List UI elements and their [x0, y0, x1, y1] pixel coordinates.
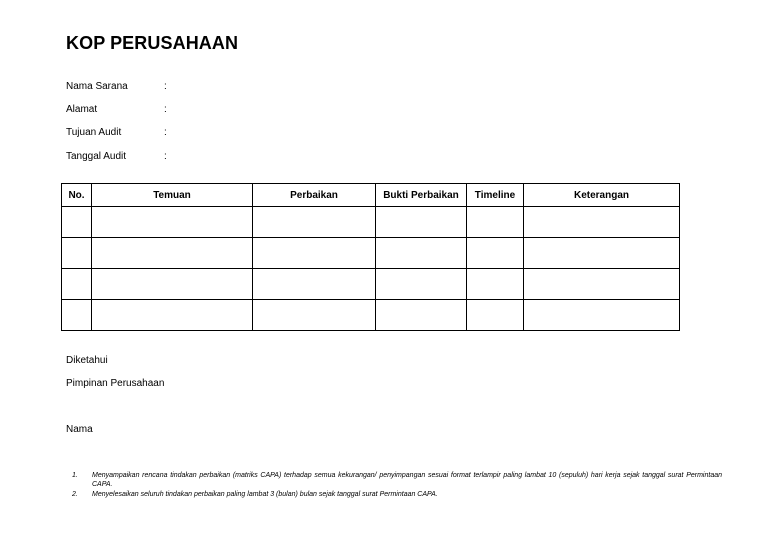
table-cell	[376, 238, 467, 269]
table-row	[62, 269, 680, 300]
field-colon: :	[164, 151, 167, 162]
table-cell	[467, 207, 524, 238]
table-cell	[92, 269, 253, 300]
table-cell	[62, 207, 92, 238]
table-cell	[253, 300, 376, 331]
table-cell	[376, 300, 467, 331]
table-cell	[524, 300, 680, 331]
header-no: No.	[62, 184, 92, 207]
document-title: KOP PERUSAHAAN	[66, 33, 239, 53]
header-keterangan: Keterangan	[524, 184, 680, 207]
note-number: 2.	[72, 491, 78, 498]
table-row	[62, 238, 680, 269]
field-label: Tujuan Audit	[66, 127, 122, 138]
table-cell	[467, 269, 524, 300]
table-cell	[253, 269, 376, 300]
table-cell	[253, 207, 376, 238]
field-tanggal-audit	[66, 150, 167, 164]
note-text: Menyampaikan rencana tindakan perbaikan (matriks CAPA) terhadap semua kekurangan/ penyimpangan sesuai format terlampir paling lambat 10 (sepuluh) hari kerja sejak tanggal surat Permintaan CAPA.	[92, 472, 722, 488]
table-cell	[467, 238, 524, 269]
table-cell	[92, 238, 253, 269]
field-label: Tanggal Audit	[66, 151, 127, 162]
table-row	[62, 300, 680, 331]
table-cell	[524, 269, 680, 300]
table-cell	[376, 207, 467, 238]
header-timeline: Timeline	[467, 184, 524, 207]
table-cell	[62, 269, 92, 300]
signatory-name: Nama	[66, 424, 93, 435]
field-label: Alamat	[66, 104, 98, 115]
table-cell	[253, 238, 376, 269]
table-cell	[376, 269, 467, 300]
table-row	[62, 207, 680, 238]
acknowledged-label: Diketahui	[66, 355, 108, 366]
header-perbaikan: Perbaikan	[253, 184, 376, 207]
table-cell	[62, 300, 92, 331]
table-header-row	[62, 184, 680, 207]
table-cell	[524, 238, 680, 269]
table-cell	[467, 300, 524, 331]
signatory-position: Pimpinan Perusahaan	[66, 378, 165, 389]
table-cell	[62, 238, 92, 269]
field-alamat	[66, 103, 167, 117]
list-item	[72, 471, 722, 489]
note-text: Menyelesaikan seluruh tindakan perbaikan paling lambat 3 (bulan) bulan sejak tanggal surat Permintaan CAPA.	[92, 491, 438, 498]
table-cell	[92, 207, 253, 238]
field-label: Nama Sarana	[66, 81, 128, 92]
field-colon: :	[164, 81, 167, 92]
table-cell	[524, 207, 680, 238]
capa-table	[61, 183, 680, 331]
note-number: 1.	[72, 472, 78, 479]
table-cell	[92, 300, 253, 331]
field-colon: :	[164, 127, 167, 138]
footnotes	[72, 471, 722, 500]
list-item	[72, 490, 722, 499]
field-nama-sarana	[66, 80, 167, 94]
field-colon: :	[164, 104, 167, 115]
header-temuan: Temuan	[92, 184, 253, 207]
header-bukti-perbaikan: Bukti Perbaikan	[376, 184, 467, 207]
field-tujuan-audit	[66, 126, 167, 140]
